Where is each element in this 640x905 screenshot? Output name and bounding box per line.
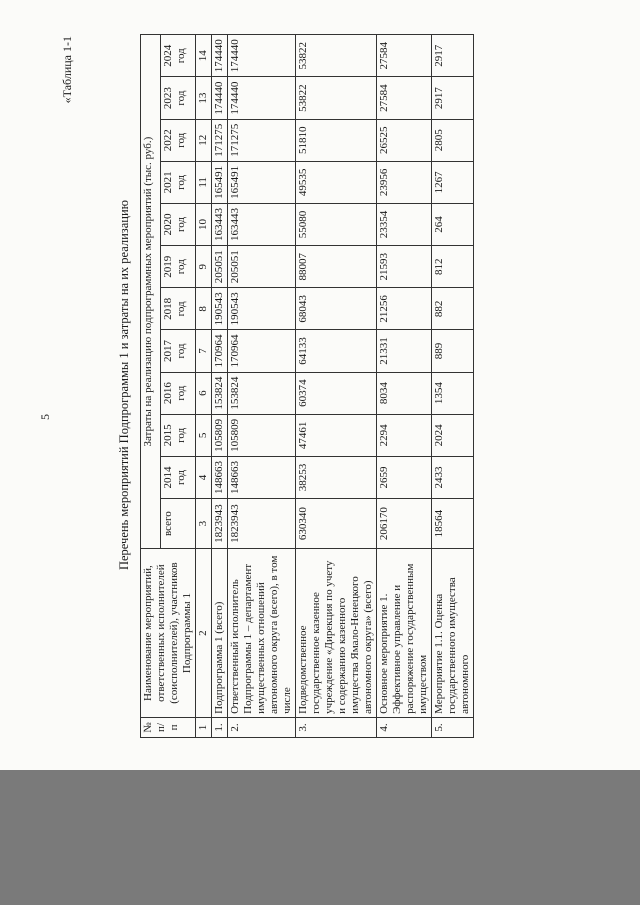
- row-year-value: 2917: [432, 77, 474, 119]
- row-year-value: 174440: [212, 35, 228, 77]
- table-row: [377, 35, 432, 738]
- row-year-value: 170964: [228, 330, 296, 372]
- row-year-value: 49535: [296, 161, 377, 203]
- row-year-value: 60374: [296, 372, 377, 414]
- row-total-value: 1823943: [228, 499, 296, 549]
- row-year-value: 163443: [228, 203, 296, 245]
- row-year-value: 51810: [296, 119, 377, 161]
- column-number: 9: [196, 246, 212, 288]
- header-year: 2024 год: [160, 35, 195, 77]
- row-year-value: 889: [432, 330, 474, 372]
- page-number: 5: [38, 414, 52, 420]
- column-number: 12: [196, 119, 212, 161]
- header-year: 2014 год: [160, 456, 195, 498]
- row-year-value: 174440: [228, 77, 296, 119]
- row-year-value: 53822: [296, 35, 377, 77]
- column-number: 14: [196, 35, 212, 77]
- header-year: 2023 год: [160, 77, 195, 119]
- table-row: [296, 35, 377, 738]
- column-number: 8: [196, 288, 212, 330]
- header-total: всего: [160, 499, 195, 549]
- row-name: Основное мероприятие 1. Эффективное управление и распоряжение государственным имуществом: [377, 549, 432, 718]
- row-number: 4.: [377, 717, 432, 737]
- column-number: 1: [196, 717, 212, 737]
- row-year-value: 1267: [432, 161, 474, 203]
- row-year-value: 882: [432, 288, 474, 330]
- table-body: [212, 35, 474, 738]
- header-costs: Затраты на реализацию подпрограммных мероприятий (тыс. руб.): [141, 35, 161, 549]
- row-year-value: 190543: [228, 288, 296, 330]
- table-row: [432, 35, 474, 738]
- row-total-value: 1823943: [212, 499, 228, 549]
- row-year-value: 165491: [228, 161, 296, 203]
- header-year: 2018 год: [160, 288, 195, 330]
- row-year-value: 38253: [296, 456, 377, 498]
- column-number-row: [196, 35, 212, 738]
- row-year-value: 68043: [296, 288, 377, 330]
- row-year-value: 190543: [212, 288, 228, 330]
- header-name: Наименование мероприятий, ответственных исполнителей (соисполнителей), участников Подпрограммы 1: [141, 549, 196, 718]
- column-number: 10: [196, 203, 212, 245]
- column-number: 11: [196, 161, 212, 203]
- row-year-value: 26525: [377, 119, 432, 161]
- row-year-value: 2024: [432, 414, 474, 456]
- table-row: [228, 35, 296, 738]
- row-name: Подведомственное государственное казенное учреждение «Дирекция по учету и содержанию казенного имущества Ямало-Ненецкого автономного округа» (всего): [296, 549, 377, 718]
- row-year-value: 174440: [212, 77, 228, 119]
- row-year-value: 163443: [212, 203, 228, 245]
- row-year-value: 148663: [212, 456, 228, 498]
- row-year-value: 171275: [228, 119, 296, 161]
- row-year-value: 165491: [212, 161, 228, 203]
- header-year: 2015 год: [160, 414, 195, 456]
- row-year-value: 88007: [296, 246, 377, 288]
- row-total-value: 18564: [432, 499, 474, 549]
- row-year-value: 2659: [377, 456, 432, 498]
- row-name: Ответственный исполнитель Подпрограммы 1 – департамент имущественных отношений автономного округа (всего), в том числе: [228, 549, 296, 718]
- row-number: 1.: [212, 717, 228, 737]
- row-total-value: 206170: [377, 499, 432, 549]
- row-year-value: 205051: [212, 246, 228, 288]
- row-year-value: 23354: [377, 203, 432, 245]
- header-year: 2016 год: [160, 372, 195, 414]
- header-year: 2022 год: [160, 119, 195, 161]
- row-year-value: 53822: [296, 77, 377, 119]
- row-year-value: 170964: [212, 330, 228, 372]
- header-year: 2017 год: [160, 330, 195, 372]
- row-year-value: 21331: [377, 330, 432, 372]
- table-title: Перечень мероприятий Подпрограммы 1 и затраты на их реализацию: [117, 199, 131, 571]
- row-year-value: 174440: [228, 35, 296, 77]
- row-year-value: 47461: [296, 414, 377, 456]
- expenses-table: [140, 34, 474, 738]
- column-number: 4: [196, 456, 212, 498]
- row-year-value: 64133: [296, 330, 377, 372]
- column-number: 7: [196, 330, 212, 372]
- row-name: Мероприятие 1.1. Оценка государственного имущества автономного: [432, 549, 474, 718]
- column-number: 6: [196, 372, 212, 414]
- row-year-value: 2917: [432, 35, 474, 77]
- column-number: 13: [196, 77, 212, 119]
- table-caption: «Таблица 1-1: [60, 36, 74, 104]
- row-number: 2.: [228, 717, 296, 737]
- row-year-value: 205051: [228, 246, 296, 288]
- row-year-value: 153824: [228, 372, 296, 414]
- row-year-value: 153824: [212, 372, 228, 414]
- row-year-value: 105809: [228, 414, 296, 456]
- row-year-value: 1354: [432, 372, 474, 414]
- row-year-value: 21256: [377, 288, 432, 330]
- header-year: 2021 год: [160, 161, 195, 203]
- column-number: 5: [196, 414, 212, 456]
- header-num: № п/п: [141, 717, 196, 737]
- table-row: [212, 35, 228, 738]
- column-number: 3: [196, 499, 212, 549]
- row-year-value: 2805: [432, 119, 474, 161]
- row-year-value: 23956: [377, 161, 432, 203]
- row-year-value: 812: [432, 246, 474, 288]
- header-year: 2019 год: [160, 246, 195, 288]
- row-year-value: 148663: [228, 456, 296, 498]
- row-year-value: 2294: [377, 414, 432, 456]
- column-number: 2: [196, 549, 212, 718]
- row-number: 3.: [296, 717, 377, 737]
- row-total-value: 630340: [296, 499, 377, 549]
- row-year-value: 27584: [377, 77, 432, 119]
- row-year-value: 171275: [212, 119, 228, 161]
- row-year-value: 264: [432, 203, 474, 245]
- row-year-value: 8034: [377, 372, 432, 414]
- header-year: 2020 год: [160, 203, 195, 245]
- row-name: Подпрограмма 1 (всего): [212, 549, 228, 718]
- row-number: 5.: [432, 717, 474, 737]
- row-year-value: 2433: [432, 456, 474, 498]
- row-year-value: 105809: [212, 414, 228, 456]
- row-year-value: 55080: [296, 203, 377, 245]
- row-year-value: 21593: [377, 246, 432, 288]
- row-year-value: 27584: [377, 35, 432, 77]
